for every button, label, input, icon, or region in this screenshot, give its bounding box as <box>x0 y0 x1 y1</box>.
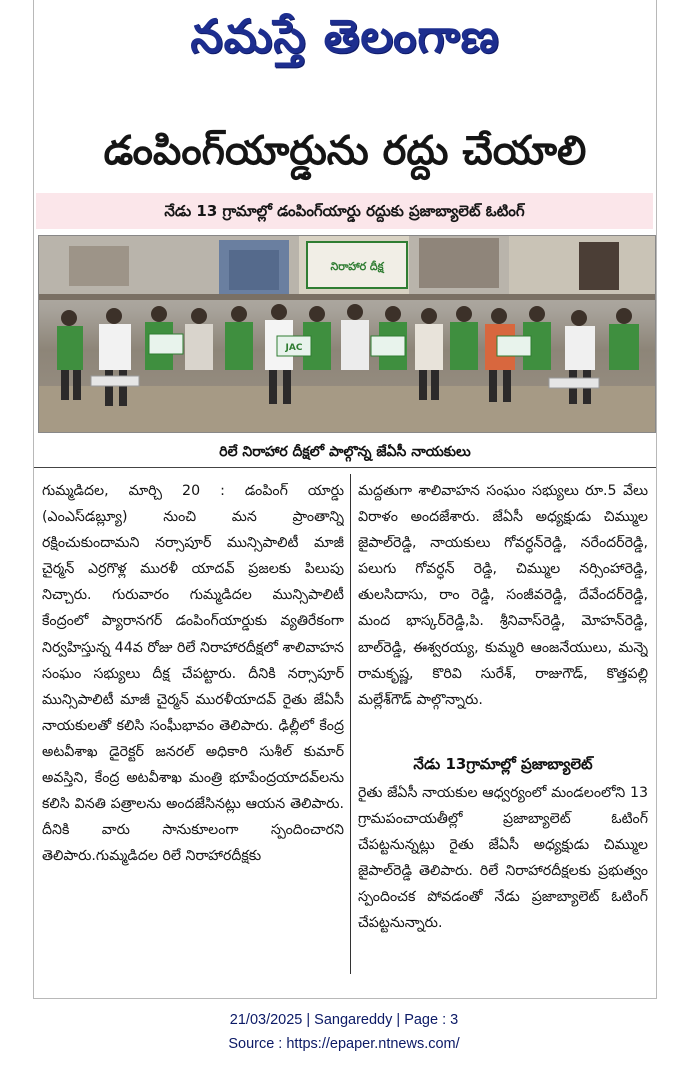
masthead <box>34 4 656 70</box>
article-column-right-part2: రైతు జేఏసీ నాయకుల ఆధ్వర్యంలో మండలంలోని 13 గ్రామపంచాయతీల్లో ప్రజాబ్యాలెట్ ఓటింగ్ చేపట్టనున్నట్లు రైతు జేఏసీ అధ్యక్షుడు చిమ్ముల జైపాల్‌రెడ్డి తెలిపారు. రిలే నిరాహారదీక్షలకు ప్రభుత్వం స్పందించక పోవడంతో నేడు ప్రజాబ్యాలెట్ ఓటింగ్ చేపట్టనున్నారు. <box>358 785 648 932</box>
protest-photo-illustration <box>39 236 655 432</box>
newspaper-clipping <box>33 0 657 999</box>
headline: డంపింగ్‌యార్డును రద్దు చేయాలి <box>103 128 587 174</box>
photo-caption: రిలే నిరాహార దీక్షలో పాల్గొన్న జేఏసీ నాయకులు <box>34 437 656 468</box>
footer-date-line: 21/03/2025 | Sangareddy | Page : 3 <box>229 1012 459 1028</box>
banner-text: నిరాహార దీక్ష <box>330 260 384 273</box>
masthead-logo: నమస్తే తెలంగాణ <box>190 9 500 63</box>
article-column-left: గుమ్మడిదల, మార్చి 20 : డంపింగ్ యార్డు (ఎంఎస్‌డబ్ల్యూ) నుంచి మన ప్రాంతాన్ని రక్షించుకుందామని నర్సాపూర్ మున్సిపాలిటీ మాజీ చైర్మన్ ఎర్రగొళ్ల మురళీ యాదవ్ ప్రజలకు పిలుపు నిచ్చారు. గురువారం గుమ్మడిదల మున్సిపాలిటీ కేంద్రంలో ప్యారానగర్ డంపింగ్‌యార్డుకు వ్యతిరేకంగా నిర్వహిస్తున్న 44వ రోజు రిలే నిరాహారదీక్షలో శాలివాహన సంఘం సభ్యులు దీక్ష చేపట్టారు. దీనికి నర్సాపూర్ మున్సిపాలిటీ మాజీ చైర్మన్ మురళీయాదవ్ రైతు జేఏసీ నాయకులతో కలిసి సంఘీభావం తెలిపారు. ఢిల్లీలో కేంద్ర అటవీశాఖ డైరెక్టర్ జనరల్ అధికారి సుశీల్ కుమార్ అవస్తిని, కేంద్ర అటవీశాఖ మంత్రి భూపేంద్రయాదవ్‌లను కలిసి వినతి పత్రాలను అందజేసినట్లు ఆయన తెలిపారు. దీనికి వారు సానుకూలంగా స్పందించారని తెలిపారు.గుమ్మడిదల రిలే నిరాహారదీక్షకు <box>42 483 344 865</box>
subheadline: నేడు 13 గ్రామాల్లో డంపింగ్‌యార్డు రద్దుకు ప్రజాబ్యాలెట్ ఓటింగ్ <box>36 193 653 229</box>
news-photo <box>38 235 656 433</box>
article-subtitle: నేడు 13గ్రామాల్లో ప్రజాబ్యాలెట్ <box>413 755 593 773</box>
article-column-right-part1: మద్దతుగా శాలివాహన సంఘం సభ్యులు రూ.5 వేలు విరాళం అందజేశారు. జేఏసీ అధ్యక్షుడు చిమ్ముల జైపాల్‌రెడ్డి, నాయకులు గోవర్ధన్‌రెడ్డి, నరేందర్‌రెడ్డి, పలుగు గోవర్ధన్ రెడ్డి, చిమ్ముల నర్సింహారెడ్డి, తులసిదాసు, రాం రెడ్డి, సంజీవరెడ్డి, దేవేందర్‌రెడ్డి, మంద భాస్కర్‌రెడ్డి,పి. శ్రీనివాస్‌రెడ్డి, మోహన్‌రెడ్డి, బాల్‌రెడ్డి, ఈశ్వరయ్య, కుమ్మరి ఆంజనేయులు, మన్నె రామకృష్ణ, కొరివి సురేశ్, రాజుగౌడ్, కొత్తపల్లి మల్లేశ్‌గౌడ్ పాల్గొన్నారు. <box>358 483 648 708</box>
column-divider <box>350 474 351 974</box>
footer-source-line: Source : https://epaper.ntnews.com/ <box>228 1036 460 1052</box>
placard-text: JAC <box>285 343 303 353</box>
